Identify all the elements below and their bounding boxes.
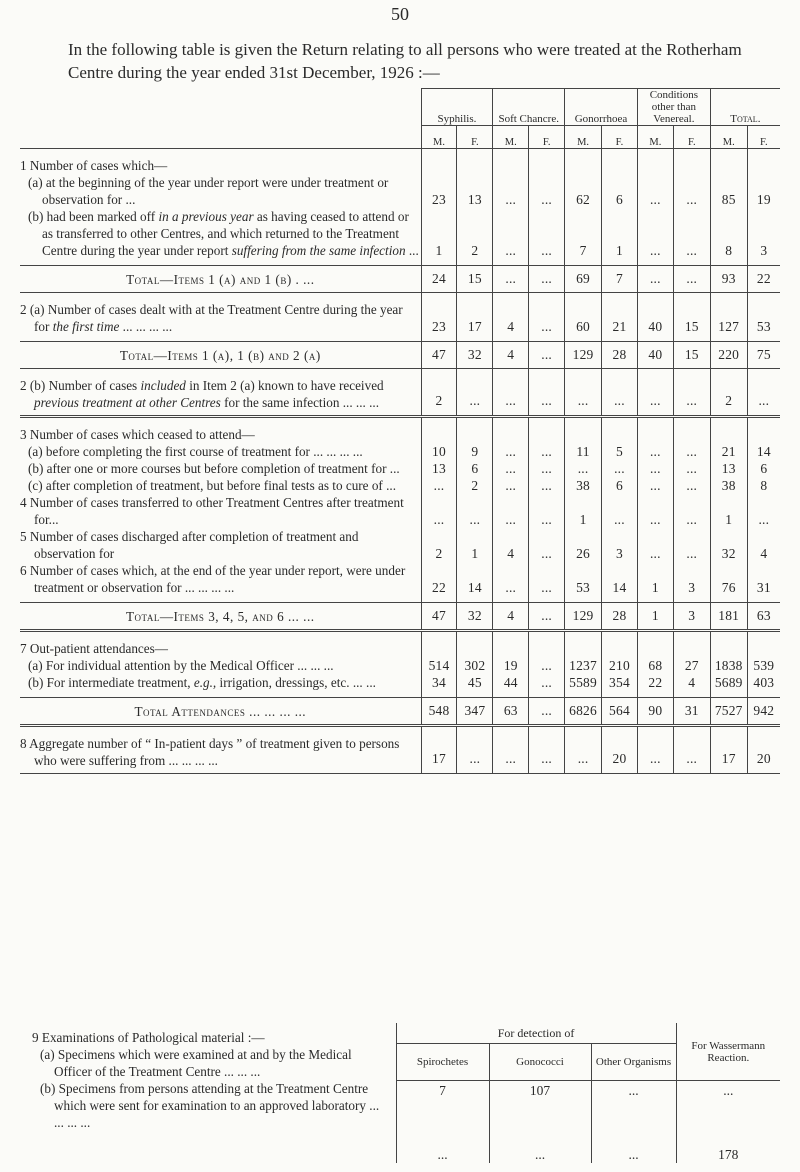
- cell: ...: [529, 528, 565, 562]
- cell: 4: [493, 342, 529, 369]
- cell: ...: [673, 149, 710, 209]
- cell: 34: [421, 674, 457, 691]
- total-label: Total—Items 3, 4, 5, and 6 ... ...: [20, 603, 421, 631]
- header-other-conditions: Conditions other than Venereal.: [637, 89, 710, 126]
- cell: 1: [421, 208, 457, 259]
- cell: ...: [493, 460, 529, 477]
- cell: 514: [421, 631, 457, 675]
- cell: 63: [747, 603, 780, 631]
- detection-header: For detection of: [396, 1023, 676, 1044]
- cell: ...: [591, 1139, 676, 1163]
- cell: 178: [676, 1139, 780, 1163]
- total-row: [20, 342, 780, 369]
- cell: ...: [529, 342, 565, 369]
- cell: 32: [457, 342, 493, 369]
- cell: 47: [421, 603, 457, 631]
- cell: ...: [493, 369, 529, 417]
- cell: ...: [591, 1081, 676, 1139]
- cell: 4: [493, 603, 529, 631]
- cell: 5589: [565, 674, 602, 691]
- cell: ...: [673, 494, 710, 528]
- cell: 22: [421, 562, 457, 596]
- cell: 23: [421, 149, 457, 209]
- row-label: 2 (a) Number of cases dealt with at the Treatment Centre during the year for the first time ... ... ... ...: [20, 302, 403, 334]
- cell: 6: [457, 460, 493, 477]
- cell: 2: [457, 208, 493, 259]
- cell: ...: [493, 149, 529, 209]
- cell: ...: [493, 562, 529, 596]
- cell: 1: [637, 603, 673, 631]
- header-f: F.: [457, 126, 493, 149]
- cell: ...: [602, 369, 638, 417]
- cell: ...: [602, 460, 638, 477]
- page-number: 50: [391, 4, 409, 24]
- cell: 60: [565, 293, 602, 336]
- cell: ...: [637, 417, 673, 461]
- row-label: 1 Number of cases which—: [20, 158, 168, 173]
- cell: 6: [747, 460, 780, 477]
- header-m: M.: [637, 126, 673, 149]
- group-header-row: [20, 89, 780, 126]
- row-label: (a) Specimens which were examined at and by the Medical Officer of the Treatment Centre ... ... ...: [40, 1047, 352, 1079]
- cell: ...: [529, 698, 565, 726]
- total-row: [20, 698, 780, 726]
- cell: 28: [602, 342, 638, 369]
- cell: 14: [457, 562, 493, 596]
- cell: 63: [493, 698, 529, 726]
- total-label: Total—Items 1 (a) and 1 (b) . ...: [20, 266, 421, 293]
- cell: 76: [710, 562, 747, 596]
- cell: 181: [710, 603, 747, 631]
- cell: 1: [637, 562, 673, 596]
- cell: 2: [457, 477, 493, 494]
- cell: 5689: [710, 674, 747, 691]
- table-row: [20, 631, 780, 675]
- cell: 3: [747, 208, 780, 259]
- table-row: [20, 293, 780, 336]
- header-m: M.: [710, 126, 747, 149]
- cell: 14: [747, 417, 780, 461]
- cell: 27: [673, 631, 710, 675]
- table-row: [20, 460, 780, 477]
- cell: ...: [529, 208, 565, 259]
- cell: 8: [710, 208, 747, 259]
- cell: ...: [457, 369, 493, 417]
- cell: 4: [747, 528, 780, 562]
- cell: 40: [637, 293, 673, 336]
- cell: ...: [529, 562, 565, 596]
- table-row: [20, 417, 780, 461]
- cell: 23: [421, 293, 457, 336]
- cell: ...: [673, 726, 710, 774]
- cell: 47: [421, 342, 457, 369]
- cell: ...: [493, 266, 529, 293]
- total-label: Total Attendances ... ... ... ...: [20, 698, 421, 726]
- cell: 40: [637, 342, 673, 369]
- cell: 10: [421, 417, 457, 461]
- header-syphilis: Syphilis.: [421, 89, 493, 126]
- cell: ...: [529, 293, 565, 336]
- cell: 19: [493, 631, 529, 675]
- cell: ...: [489, 1139, 591, 1163]
- cell: 21: [710, 417, 747, 461]
- cell: 7: [565, 208, 602, 259]
- header-soft-chancre: Soft Chancre.: [493, 89, 565, 126]
- cell: 85: [710, 149, 747, 209]
- row-label: 7 Out-patient attendances—: [20, 641, 168, 656]
- cell: ...: [529, 266, 565, 293]
- cell: 1: [710, 494, 747, 528]
- cell: 1: [602, 208, 638, 259]
- cell: 32: [710, 528, 747, 562]
- cell: 20: [747, 726, 780, 774]
- header-m: M.: [421, 126, 457, 149]
- cell: 15: [457, 266, 493, 293]
- cell: 17: [457, 293, 493, 336]
- cell: 347: [457, 698, 493, 726]
- cell: ...: [493, 417, 529, 461]
- header-gonococci: Gonococci: [489, 1044, 591, 1081]
- intro-paragraph: In the following table is given the Return relating to all persons who were treated at the Rotherham Centre during the year ended 31st December, 1926 :—: [68, 40, 742, 82]
- cell: 4: [493, 528, 529, 562]
- cell: 4: [673, 674, 710, 691]
- cell: ...: [676, 1081, 780, 1139]
- cell: 8: [747, 477, 780, 494]
- cell: 21: [602, 293, 638, 336]
- cell: 15: [673, 293, 710, 336]
- cell: 1: [457, 528, 493, 562]
- header-f: F.: [602, 126, 638, 149]
- cell: 38: [710, 477, 747, 494]
- cell: 14: [602, 562, 638, 596]
- cell: 17: [710, 726, 747, 774]
- total-label: Total—Items 1 (a), 1 (b) and 2 (a): [20, 342, 421, 369]
- cell: 7527: [710, 698, 747, 726]
- cell: ...: [493, 477, 529, 494]
- cell: ...: [673, 460, 710, 477]
- cell: 6: [602, 477, 638, 494]
- cell: 44: [493, 674, 529, 691]
- table-row: [20, 726, 780, 774]
- cell: 7: [396, 1081, 489, 1139]
- cell: 220: [710, 342, 747, 369]
- cell: 68: [637, 631, 673, 675]
- cell: 9: [457, 417, 493, 461]
- cell: ...: [637, 460, 673, 477]
- cell: 129: [565, 342, 602, 369]
- cell: ...: [493, 494, 529, 528]
- header-m: M.: [493, 126, 529, 149]
- table-row: [20, 369, 780, 417]
- cell: 38: [565, 477, 602, 494]
- cell: 3: [602, 528, 638, 562]
- header-gonorrhoea: Gonorrhoea: [565, 89, 638, 126]
- cell: ...: [673, 417, 710, 461]
- cell: 19: [747, 149, 780, 209]
- row-label: (b) after one or more courses but before completion of treatment for ...: [28, 461, 400, 476]
- cell: 4: [493, 293, 529, 336]
- cell: ...: [637, 149, 673, 209]
- cell: ...: [637, 208, 673, 259]
- cell: 3: [673, 603, 710, 631]
- cell: ...: [637, 528, 673, 562]
- cell: 26: [565, 528, 602, 562]
- cell: ...: [529, 631, 565, 675]
- cell: 20: [602, 726, 638, 774]
- cell: 53: [747, 293, 780, 336]
- row-label: (b) Specimens from persons attending at the Treatment Centre which were sent for examination to an approved laboratory ... ... ... ...: [40, 1081, 380, 1130]
- cell: 354: [602, 674, 638, 691]
- table-row: [20, 562, 780, 596]
- row-label: (c) after completion of treatment, but before final tests as to cure of ...: [28, 478, 397, 493]
- cell: ...: [673, 477, 710, 494]
- cell: ...: [637, 726, 673, 774]
- row-label: (b) For intermediate treatment, e.g., irrigation, dressings, etc. ... ...: [28, 675, 376, 690]
- cell: ...: [529, 726, 565, 774]
- cell: 1: [565, 494, 602, 528]
- cell: ...: [529, 417, 565, 461]
- cell: 31: [747, 562, 780, 596]
- cell: 302: [457, 631, 493, 675]
- cell: 3: [673, 562, 710, 596]
- cell: ...: [529, 603, 565, 631]
- row-label: (a) For individual attention by the Medical Officer ... ... ...: [28, 658, 334, 673]
- cell: 403: [747, 674, 780, 691]
- cell: 31: [673, 698, 710, 726]
- cell: ...: [637, 494, 673, 528]
- cell: ...: [396, 1139, 489, 1163]
- cell: ...: [602, 494, 638, 528]
- cell: ...: [673, 266, 710, 293]
- row-label: 9 Examinations of Pathological material :—: [32, 1030, 265, 1045]
- row-label: 4 Number of cases transferred to other Treatment Centres after treatment for...: [20, 495, 404, 527]
- header-other-organisms: Other Organisms: [591, 1044, 676, 1081]
- header-wassermann: For Wassermann Reaction.: [676, 1023, 780, 1081]
- cell: 1838: [710, 631, 747, 675]
- table-row: [20, 494, 780, 528]
- cell: ...: [637, 369, 673, 417]
- cell: 548: [421, 698, 457, 726]
- cell: 53: [565, 562, 602, 596]
- table-row: [20, 477, 780, 494]
- cell: ...: [637, 266, 673, 293]
- cell: ...: [421, 477, 457, 494]
- cell: 22: [747, 266, 780, 293]
- cell: ...: [637, 477, 673, 494]
- cell: ...: [457, 494, 493, 528]
- cell: 22: [637, 674, 673, 691]
- cell: ...: [493, 726, 529, 774]
- table-row: [20, 208, 780, 259]
- cell: ...: [457, 726, 493, 774]
- row-label: 3 Number of cases which ceased to attend—: [20, 427, 255, 442]
- cell: ...: [673, 208, 710, 259]
- cell: ...: [565, 460, 602, 477]
- cell: 2: [421, 369, 457, 417]
- cell: 564: [602, 698, 638, 726]
- cell: ...: [493, 208, 529, 259]
- cell: 75: [747, 342, 780, 369]
- cell: 32: [457, 603, 493, 631]
- row-label: 5 Number of cases discharged after completion of treatment and observation for: [20, 529, 359, 561]
- cell: ...: [673, 369, 710, 417]
- cell: 62: [565, 149, 602, 209]
- cell: 15: [673, 342, 710, 369]
- cell: 24: [421, 266, 457, 293]
- cell: 1237: [565, 631, 602, 675]
- table-row: [20, 149, 780, 209]
- header-f: F.: [747, 126, 780, 149]
- cell: ...: [529, 477, 565, 494]
- row-label: (a) at the beginning of the year under report were under treatment or observation for ...: [28, 175, 389, 207]
- cell: 13: [710, 460, 747, 477]
- cell: ...: [529, 674, 565, 691]
- cell: ...: [747, 494, 780, 528]
- total-row: [20, 603, 780, 631]
- cell: 2: [421, 528, 457, 562]
- cell: 69: [565, 266, 602, 293]
- cell: ...: [673, 528, 710, 562]
- cell: 6: [602, 149, 638, 209]
- pathology-table: [20, 1023, 780, 1163]
- cell: 2: [710, 369, 747, 417]
- cell: ...: [529, 369, 565, 417]
- cell: 17: [421, 726, 457, 774]
- cell: 129: [565, 603, 602, 631]
- cell: 210: [602, 631, 638, 675]
- table-row: [20, 528, 780, 562]
- cell: ...: [747, 369, 780, 417]
- cell: 90: [637, 698, 673, 726]
- cell: 127: [710, 293, 747, 336]
- row-label: (a) before completing the first course of treatment for ... ... ... ...: [28, 444, 363, 459]
- header-total: Total.: [710, 89, 780, 126]
- sex-header-row: [20, 126, 780, 149]
- cell: ...: [529, 149, 565, 209]
- cell: ...: [565, 369, 602, 417]
- cell: 942: [747, 698, 780, 726]
- cell: 93: [710, 266, 747, 293]
- cell: ...: [565, 726, 602, 774]
- cell: 13: [457, 149, 493, 209]
- cell: 28: [602, 603, 638, 631]
- return-table: [20, 88, 780, 774]
- row-label: 6 Number of cases which, at the end of the year under report, were under treatment or observation for ... ... ... ...: [20, 563, 406, 595]
- cell: 539: [747, 631, 780, 675]
- header-f: F.: [673, 126, 710, 149]
- row-label: 8 Aggregate number of “ In-patient days ” of treatment given to persons who were suffering from ... ... ... ...: [20, 736, 400, 768]
- row-label: 2 (b) Number of cases included in Item 2 (a) known to have received previous treatment at other Centres for the same infection ... ... ...: [20, 378, 384, 410]
- total-row: [20, 266, 780, 293]
- cell: 13: [421, 460, 457, 477]
- cell: 6826: [565, 698, 602, 726]
- cell: 45: [457, 674, 493, 691]
- row-label: (b) had been marked off in a previous year as having ceased to attend or as transferred to other Centres, and which returned to the Treatment Centre during the year under report suffering from the same infection ...: [28, 209, 419, 258]
- header-f: F.: [529, 126, 565, 149]
- table-row: [20, 674, 780, 691]
- cell: 5: [602, 417, 638, 461]
- cell: ...: [529, 460, 565, 477]
- header-spirochetes: Spirochetes: [396, 1044, 489, 1081]
- cell: 107: [489, 1081, 591, 1139]
- cell: 7: [602, 266, 638, 293]
- cell: ...: [529, 494, 565, 528]
- cell: ...: [421, 494, 457, 528]
- header-m: M.: [565, 126, 602, 149]
- cell: 11: [565, 417, 602, 461]
